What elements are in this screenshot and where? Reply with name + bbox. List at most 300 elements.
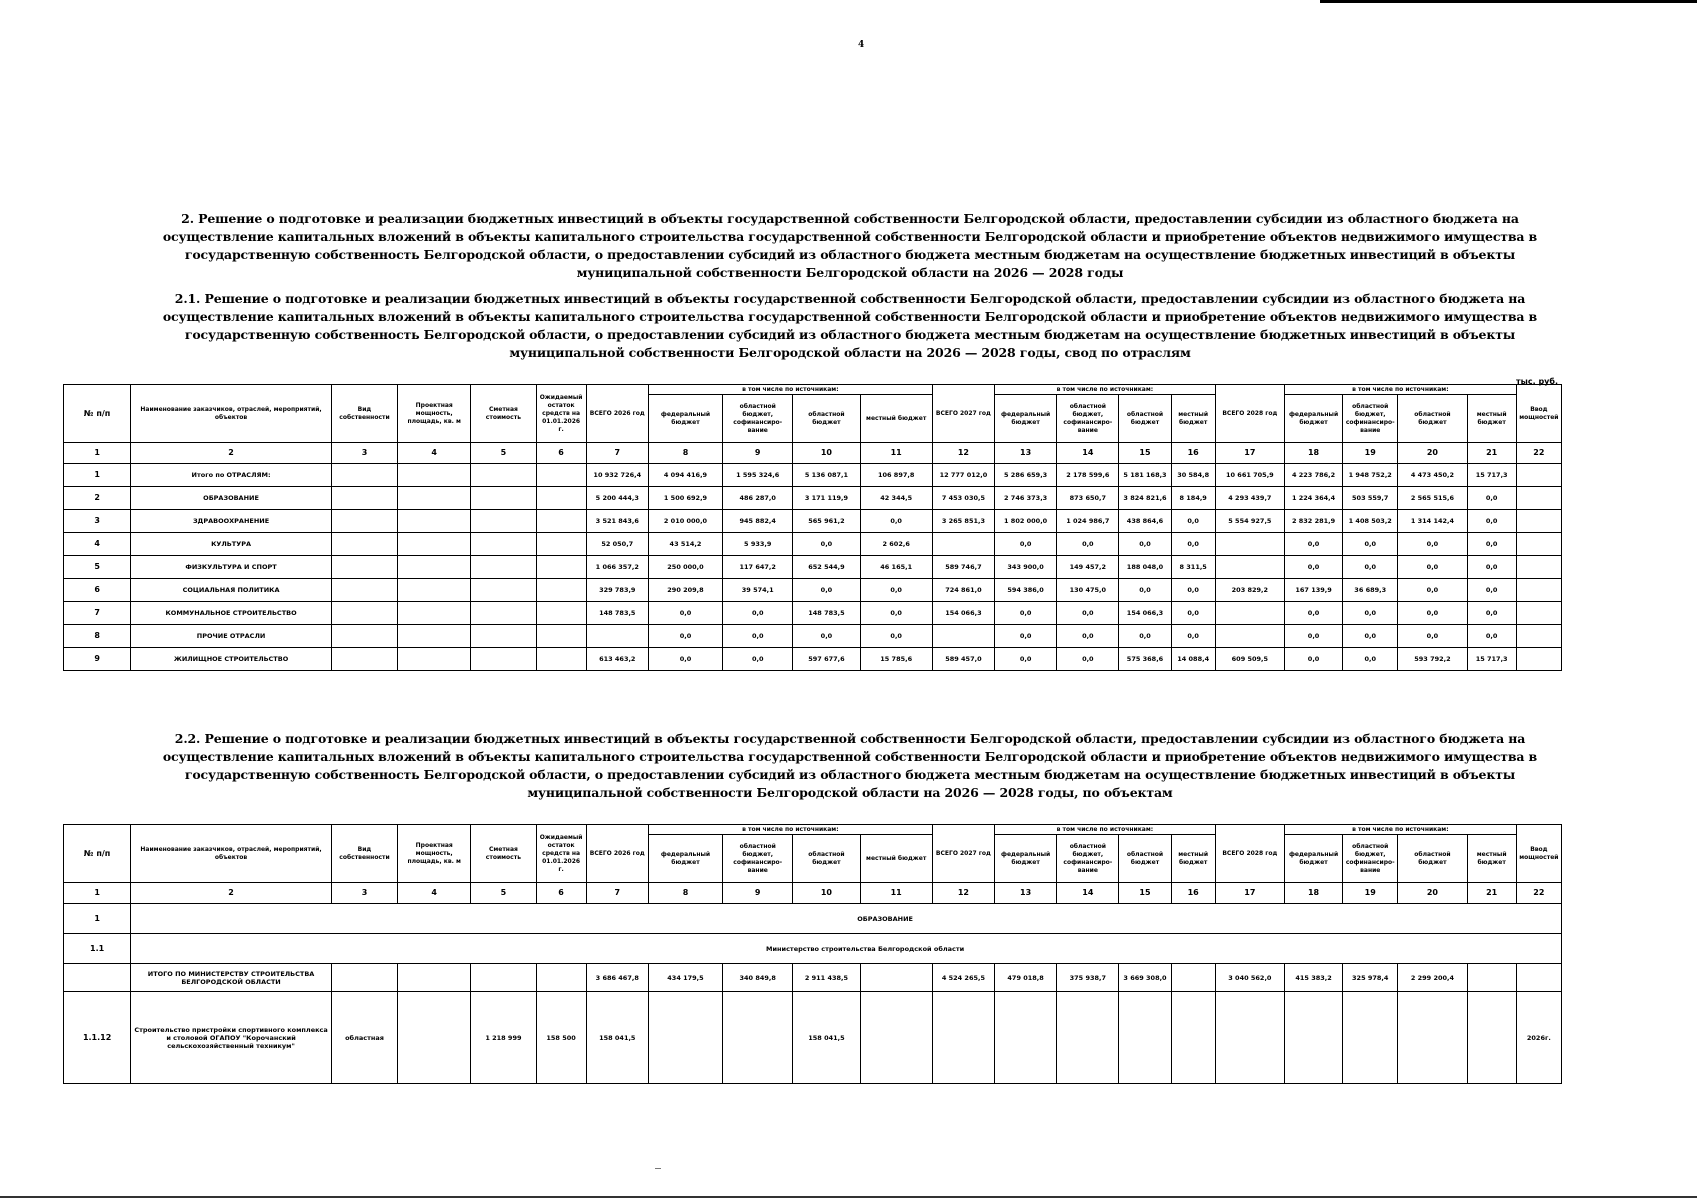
cell: 0,0	[995, 533, 1057, 556]
cell	[1467, 964, 1516, 992]
bottom-border-line	[0, 1196, 1697, 1198]
cell: 0,0	[723, 648, 793, 671]
cell: 1 224 364,4	[1284, 487, 1342, 510]
cell	[1467, 992, 1516, 1084]
cell	[1171, 992, 1215, 1084]
cell	[932, 625, 994, 648]
cell	[471, 602, 536, 625]
cell	[860, 964, 932, 992]
header-cofin: областной бюджет, софинансиро-вание	[1057, 395, 1119, 443]
cell	[1171, 964, 1215, 992]
cell: 2 010 000,0	[648, 510, 722, 533]
cell: 594 386,0	[995, 579, 1057, 602]
column-number: 16	[1171, 883, 1215, 904]
subsection-num: 1.1	[64, 934, 131, 964]
cell: 415 383,2	[1284, 964, 1342, 992]
cell	[1516, 464, 1561, 487]
column-number: 15	[1119, 443, 1171, 464]
cell: 0,0	[1343, 625, 1398, 648]
cell: 0,0	[1284, 648, 1342, 671]
cell: 613 463,2	[586, 648, 648, 671]
row-number: 2	[64, 487, 131, 510]
cell	[331, 648, 397, 671]
cell: 15 785,6	[860, 648, 932, 671]
cell: 0,0	[1171, 533, 1215, 556]
cell	[932, 533, 994, 556]
header-federal: федеральный бюджет	[648, 835, 722, 883]
top-border-line	[1320, 0, 1697, 3]
cell: 0,0	[648, 602, 722, 625]
cell: 290 209,8	[648, 579, 722, 602]
cell	[536, 487, 586, 510]
column-number: 22	[1516, 443, 1561, 464]
cell: 0,0	[995, 625, 1057, 648]
cell: 340 849,8	[723, 964, 793, 992]
column-number: 19	[1343, 883, 1398, 904]
cell: 0,0	[1171, 602, 1215, 625]
table-row	[64, 648, 1562, 671]
cell: 0,0	[1171, 579, 1215, 602]
cell	[1398, 992, 1467, 1084]
cell	[1516, 533, 1561, 556]
cell: 0,0	[995, 602, 1057, 625]
cell: 0,0	[995, 648, 1057, 671]
cell	[398, 625, 471, 648]
cell	[398, 556, 471, 579]
cell: 43 514,2	[648, 533, 722, 556]
header-local: местный бюджет	[1171, 395, 1215, 443]
cell	[398, 602, 471, 625]
header-estimate: Сметная стоимость	[471, 825, 536, 883]
header-sources-2026: в том числе по источникам:	[648, 385, 932, 395]
cell: 2 832 281,9	[1284, 510, 1342, 533]
column-number: 8	[648, 443, 722, 464]
cell: 154 066,3	[932, 602, 994, 625]
column-number: 10	[793, 443, 860, 464]
header-sources-2027: в том числе по источникам:	[995, 385, 1216, 395]
cell	[536, 464, 586, 487]
section-2-2-heading: 2.2. Решение о подготовке и реализации бюджетных инвестиций в объекты государственной собственности Белгородской области, предоставлении субсидии из областного бюджета на осуществление капитальных вложений в объекты капитального строительства государственной собственности Белгородской области и приобретение объектов недвижимого имущества в государственную собственность Белгородской области, о предоставлении субсидий из областного бюджета местным бюджетам на осуществление бюджетных инвестиций в объекты муниципальной собственности Белгородской области на 2026 — 2028 годы, по объектам	[162, 731, 1538, 800]
header-local: местный бюджет	[1467, 395, 1516, 443]
row-number: 6	[64, 579, 131, 602]
cell: 0,0	[648, 648, 722, 671]
cell	[1516, 648, 1561, 671]
cell: 5 200 444,3	[586, 487, 648, 510]
cell: 2 911 438,5	[793, 964, 860, 992]
cell	[331, 556, 397, 579]
sector-name: ЖИЛИЩНОЕ СТРОИТЕЛЬСТВО	[131, 648, 332, 671]
cell: 39 574,1	[723, 579, 793, 602]
cell: 0,0	[1398, 602, 1467, 625]
cell: 1 314 142,4	[1398, 510, 1467, 533]
cell	[1516, 510, 1561, 533]
sector-name: ЗДРАВООХРАНЕНИЕ	[131, 510, 332, 533]
cell	[723, 992, 793, 1084]
cell: 148 783,5	[586, 602, 648, 625]
cell: 1 066 357,2	[586, 556, 648, 579]
cell: 0,0	[723, 602, 793, 625]
cell: 1 024 986,7	[1057, 510, 1119, 533]
cell: 36 689,3	[1343, 579, 1398, 602]
header-cofin: областной бюджет, софинансиро-вание	[723, 395, 793, 443]
cell: 0,0	[1467, 487, 1516, 510]
cell	[331, 487, 397, 510]
column-number: 9	[723, 883, 793, 904]
header-name: Наименование заказчиков, отраслей, мероприятий, объектов	[131, 385, 332, 443]
cell: 8 184,9	[1171, 487, 1215, 510]
cell	[471, 648, 536, 671]
cell	[331, 464, 397, 487]
page-number: 4	[858, 40, 865, 50]
cell: 1 948 752,2	[1343, 464, 1398, 487]
cell: 0,0	[860, 625, 932, 648]
column-number: 3	[331, 443, 397, 464]
cell: 873 650,7	[1057, 487, 1119, 510]
section-name: ОБРАЗОВАНИЕ	[131, 904, 1562, 934]
header-local: местный бюджет	[1467, 835, 1516, 883]
cell	[536, 964, 586, 992]
cell	[398, 579, 471, 602]
header-num: № п/п	[64, 385, 131, 443]
header-name: Наименование заказчиков, отраслей, мероприятий, объектов	[131, 825, 332, 883]
cell: 3 521 843,6	[586, 510, 648, 533]
table-row	[64, 625, 1562, 648]
column-number: 12	[932, 443, 994, 464]
header-federal: федеральный бюджет	[1284, 835, 1342, 883]
sector-name: КУЛЬТУРА	[131, 533, 332, 556]
cell	[1215, 992, 1284, 1084]
cell: 149 457,2	[1057, 556, 1119, 579]
cell: 0,0	[1057, 625, 1119, 648]
header-num: № п/п	[64, 825, 131, 883]
header-total-2026: ВСЕГО 2026 год	[586, 385, 648, 443]
cell: 486 287,0	[723, 487, 793, 510]
cell: 0,0	[1057, 533, 1119, 556]
table-row	[64, 510, 1562, 533]
cell	[331, 602, 397, 625]
column-number: 10	[793, 883, 860, 904]
column-number: 1	[64, 443, 131, 464]
column-number: 3	[331, 883, 397, 904]
header-total-2027: ВСЕГО 2027 год	[932, 825, 994, 883]
sector-name: ФИЗКУЛЬТУРА И СПОРТ	[131, 556, 332, 579]
column-number: 19	[1343, 443, 1398, 464]
column-number-row	[64, 883, 1562, 904]
column-number: 15	[1119, 883, 1171, 904]
cell: 0,0	[1398, 556, 1467, 579]
cell: 0,0	[860, 510, 932, 533]
column-number: 12	[932, 883, 994, 904]
cell: 167 139,9	[1284, 579, 1342, 602]
cell	[1215, 602, 1284, 625]
column-number: 18	[1284, 443, 1342, 464]
cell: 106 897,8	[860, 464, 932, 487]
cell	[536, 556, 586, 579]
cell: 8 311,5	[1171, 556, 1215, 579]
cell	[471, 533, 536, 556]
row-number: 8	[64, 625, 131, 648]
cell	[398, 992, 471, 1084]
cell	[1057, 992, 1119, 1084]
header-local: местный бюджет	[860, 395, 932, 443]
cell: 203 829,2	[1215, 579, 1284, 602]
cell: 0,0	[793, 625, 860, 648]
cell	[398, 964, 471, 992]
cell: 0,0	[1467, 556, 1516, 579]
column-number: 20	[1398, 443, 1467, 464]
object-commission: 2026г.	[1516, 992, 1561, 1084]
object-remainder: 158 500	[536, 992, 586, 1084]
by-object-table	[63, 824, 1562, 1084]
cell: 4 094 416,9	[648, 464, 722, 487]
header-sources-2026: в том числе по источникам:	[648, 825, 932, 835]
cell: 343 900,0	[995, 556, 1057, 579]
row-number: 9	[64, 648, 131, 671]
header-total-2028: ВСЕГО 2028 год	[1215, 385, 1284, 443]
header-sources-2027: в том числе по источникам:	[995, 825, 1216, 835]
header-regional: областной бюджет	[1398, 395, 1467, 443]
cell	[536, 510, 586, 533]
cell	[331, 510, 397, 533]
cell: 575 368,6	[1119, 648, 1171, 671]
cell	[1516, 556, 1561, 579]
header-total-2026: ВСЕГО 2026 год	[586, 825, 648, 883]
cell: 0,0	[1398, 625, 1467, 648]
column-number: 14	[1057, 443, 1119, 464]
cell	[536, 579, 586, 602]
cell: 2 299 200,4	[1398, 964, 1467, 992]
column-number: 1	[64, 883, 131, 904]
cell	[995, 992, 1057, 1084]
cell: 724 861,0	[932, 579, 994, 602]
summary-by-sector-table	[63, 384, 1562, 671]
cell	[471, 510, 536, 533]
cell: 0,0	[1284, 625, 1342, 648]
column-number: 22	[1516, 883, 1561, 904]
row-number: 4	[64, 533, 131, 556]
cell: 1 408 503,2	[1343, 510, 1398, 533]
cell: 10 661 705,9	[1215, 464, 1284, 487]
cell	[471, 464, 536, 487]
cell: 154 066,3	[1119, 602, 1171, 625]
cell: 479 018,8	[995, 964, 1057, 992]
column-number: 4	[398, 443, 471, 464]
cell: 329 783,9	[586, 579, 648, 602]
cell	[398, 648, 471, 671]
cell	[398, 464, 471, 487]
ministry-total-row	[64, 964, 1562, 992]
header-federal: федеральный бюджет	[648, 395, 722, 443]
cell	[536, 625, 586, 648]
cell: 0,0	[1284, 533, 1342, 556]
header-ownership: Вид собственности	[331, 385, 397, 443]
column-number-row	[64, 443, 1562, 464]
cell: 12 777 012,0	[932, 464, 994, 487]
cell	[331, 579, 397, 602]
table-row	[64, 579, 1562, 602]
column-number: 5	[471, 883, 536, 904]
object-row	[64, 992, 1562, 1084]
cell: 0,0	[860, 579, 932, 602]
column-number: 13	[995, 883, 1057, 904]
cell: 0,0	[648, 625, 722, 648]
object-estimate: 1 218 999	[471, 992, 536, 1084]
row-number: 5	[64, 556, 131, 579]
cell: 1 802 000,0	[995, 510, 1057, 533]
header-regional: областной бюджет	[1398, 835, 1467, 883]
cell	[1516, 964, 1561, 992]
cell: 0,0	[1171, 510, 1215, 533]
cell: 434 179,5	[648, 964, 722, 992]
cell	[471, 556, 536, 579]
cell	[1215, 556, 1284, 579]
cell: 3 040 562,0	[1215, 964, 1284, 992]
cell	[471, 579, 536, 602]
cell: 0,0	[793, 533, 860, 556]
cell: 0,0	[860, 602, 932, 625]
column-number: 11	[860, 443, 932, 464]
cell: 0,0	[1119, 625, 1171, 648]
cell: 0,0	[1343, 533, 1398, 556]
object-name: Строительство пристройки спортивного комплекса и столовой ОГАПОУ "Корочанский сельскохозяйственный техникум"	[131, 992, 332, 1084]
cell: 188 048,0	[1119, 556, 1171, 579]
cell	[64, 964, 131, 992]
cell: 15 717,3	[1467, 648, 1516, 671]
cell: 0,0	[1467, 602, 1516, 625]
header-ownership: Вид собственности	[331, 825, 397, 883]
header-federal: федеральный бюджет	[995, 835, 1057, 883]
table-row	[64, 487, 1562, 510]
cell: 375 938,7	[1057, 964, 1119, 992]
column-number: 6	[536, 443, 586, 464]
cell: 5 136 087,1	[793, 464, 860, 487]
sector-name: Итого по ОТРАСЛЯМ:	[131, 464, 332, 487]
row-number: 1	[64, 464, 131, 487]
column-number: 2	[131, 443, 332, 464]
header-cofin: областной бюджет, софинансиро-вание	[1343, 395, 1398, 443]
scan-mark	[655, 1168, 661, 1169]
cell: 4 473 450,2	[1398, 464, 1467, 487]
header-federal: федеральный бюджет	[1284, 395, 1342, 443]
cell: 158 041,5	[586, 992, 648, 1084]
cell: 0,0	[1343, 602, 1398, 625]
cell: 565 961,2	[793, 510, 860, 533]
cell: 3 171 119,9	[793, 487, 860, 510]
header-regional: областной бюджет	[1119, 835, 1171, 883]
cell: 0,0	[1467, 533, 1516, 556]
cell: 250 000,0	[648, 556, 722, 579]
sector-name: СОЦИАЛЬНАЯ ПОЛИТИКА	[131, 579, 332, 602]
cell	[536, 648, 586, 671]
column-number: 7	[586, 883, 648, 904]
cell	[398, 510, 471, 533]
cell: 3 265 851,3	[932, 510, 994, 533]
cell: 3 686 467,8	[586, 964, 648, 992]
cell: 130 475,0	[1057, 579, 1119, 602]
cell: 1 500 692,9	[648, 487, 722, 510]
cell: 589 746,7	[932, 556, 994, 579]
cell	[860, 992, 932, 1084]
cell: 0,0	[1467, 579, 1516, 602]
cell	[1284, 992, 1342, 1084]
cell: 438 864,6	[1119, 510, 1171, 533]
cell: 0,0	[1284, 556, 1342, 579]
cell: 325 978,4	[1343, 964, 1398, 992]
cell	[471, 487, 536, 510]
cell: 945 882,4	[723, 510, 793, 533]
cell: 0,0	[1171, 625, 1215, 648]
cell	[1516, 487, 1561, 510]
header-regional: областной бюджет	[1119, 395, 1171, 443]
header-commission: Ввод мощностей	[1516, 385, 1561, 443]
cell	[1516, 602, 1561, 625]
cell: 0,0	[793, 579, 860, 602]
cell: 2 746 373,3	[995, 487, 1057, 510]
subsection-name: Министерство строительства Белгородской области	[131, 934, 1562, 964]
header-total-2028: ВСЕГО 2028 год	[1215, 825, 1284, 883]
header-commission: Ввод мощностей	[1516, 825, 1561, 883]
column-number: 21	[1467, 443, 1516, 464]
cell: 1 595 324,6	[723, 464, 793, 487]
sector-name: ПРОЧИЕ ОТРАСЛИ	[131, 625, 332, 648]
cell	[331, 964, 397, 992]
row-number: 7	[64, 602, 131, 625]
cell	[648, 992, 722, 1084]
cell	[471, 964, 536, 992]
cell	[471, 625, 536, 648]
cell: 7 453 030,5	[932, 487, 994, 510]
table-row	[64, 464, 1562, 487]
cell: 4 223 786,2	[1284, 464, 1342, 487]
header-local: местный бюджет	[860, 835, 932, 883]
header-total-2027: ВСЕГО 2027 год	[932, 385, 994, 443]
header-remainder: Ожидаемый остаток средств на 01.01.2026 г.	[536, 825, 586, 883]
column-number: 8	[648, 883, 722, 904]
cell	[536, 533, 586, 556]
header-cofin: областной бюджет, софинансиро-вание	[723, 835, 793, 883]
column-number: 9	[723, 443, 793, 464]
table-row	[64, 533, 1562, 556]
column-number: 14	[1057, 883, 1119, 904]
cell	[1516, 579, 1561, 602]
cell: 148 783,5	[793, 602, 860, 625]
cell	[1516, 625, 1561, 648]
cell: 3 824 821,6	[1119, 487, 1171, 510]
cell: 597 677,6	[793, 648, 860, 671]
column-number: 2	[131, 883, 332, 904]
column-number: 13	[995, 443, 1057, 464]
row-number: 3	[64, 510, 131, 533]
cell: 0,0	[1057, 602, 1119, 625]
header-cofin: областной бюджет, софинансиро-вание	[1057, 835, 1119, 883]
cell	[1215, 533, 1284, 556]
cell: 4 293 439,7	[1215, 487, 1284, 510]
cell: 46 165,1	[860, 556, 932, 579]
cell: 5 286 659,3	[995, 464, 1057, 487]
cell	[1215, 625, 1284, 648]
cell: 3 669 308,0	[1119, 964, 1171, 992]
cell: 158 041,5	[793, 992, 860, 1084]
column-number: 20	[1398, 883, 1467, 904]
total-row-name: ИТОГО ПО МИНИСТЕРСТВУ СТРОИТЕЛЬСТВА БЕЛГОРОДСКОЙ ОБЛАСТИ	[131, 964, 332, 992]
column-number: 6	[536, 883, 586, 904]
cell: 0,0	[1467, 510, 1516, 533]
column-number: 7	[586, 443, 648, 464]
header-cofin: областной бюджет, софинансиро-вание	[1343, 835, 1398, 883]
column-number: 5	[471, 443, 536, 464]
header-sources-2028: в том числе по источникам:	[1284, 385, 1516, 395]
cell: 0,0	[1119, 579, 1171, 602]
